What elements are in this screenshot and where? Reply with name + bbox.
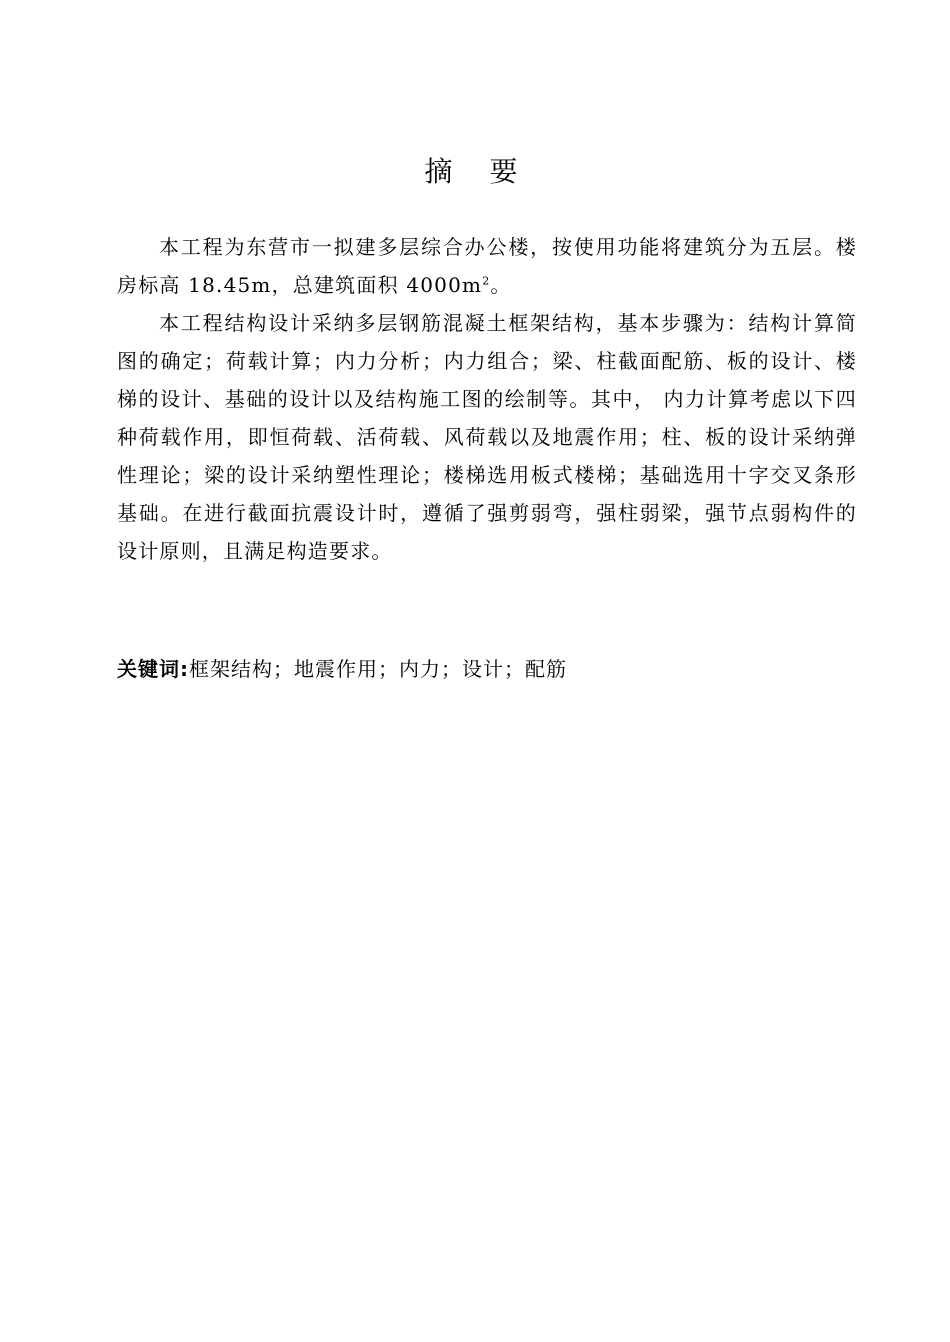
abstract-title: 摘 要: [424, 155, 532, 188]
abstract-body: [117, 228, 857, 570]
abstract-paragraph-1: [117, 228, 857, 304]
keywords-label: 关键词:: [117, 657, 189, 681]
area-unit-superscript: 2: [482, 274, 491, 288]
paragraph-1-end: 。: [490, 273, 512, 297]
paragraph-1-text: 本工程为东营市一拟建多层综合办公楼，按使用功能将建筑分为五层。楼房标高 18.45m，总建筑面积 4000m: [117, 235, 857, 297]
abstract-paragraph-2: 本工程结构设计采纳多层钢筋混凝土框架结构，基本步骤为：结构计算简图的确定；荷载计算；内力分析；内力组合；梁、柱截面配筋、板的设计、楼梯的设计、基础的设计以及结构施工图的绘制等。其中， 内力计算考虑以下四种荷载作用，即恒荷载、活荷载、风荷载以及地震作用；柱、板的设计采纳弹性理论；梁的设计采纳塑性理论；楼梯选用板式楼梯；基础选用十字交叉条形基础。在进行截面抗震设计时，遵循了强剪弱弯，强柱弱梁，强节点弱构件的设计原则，且满足构造要求。: [117, 311, 857, 563]
keywords-line: [117, 650, 857, 688]
keywords-value: 框架结构；地震作用；内力；设计；配筋: [189, 657, 567, 681]
